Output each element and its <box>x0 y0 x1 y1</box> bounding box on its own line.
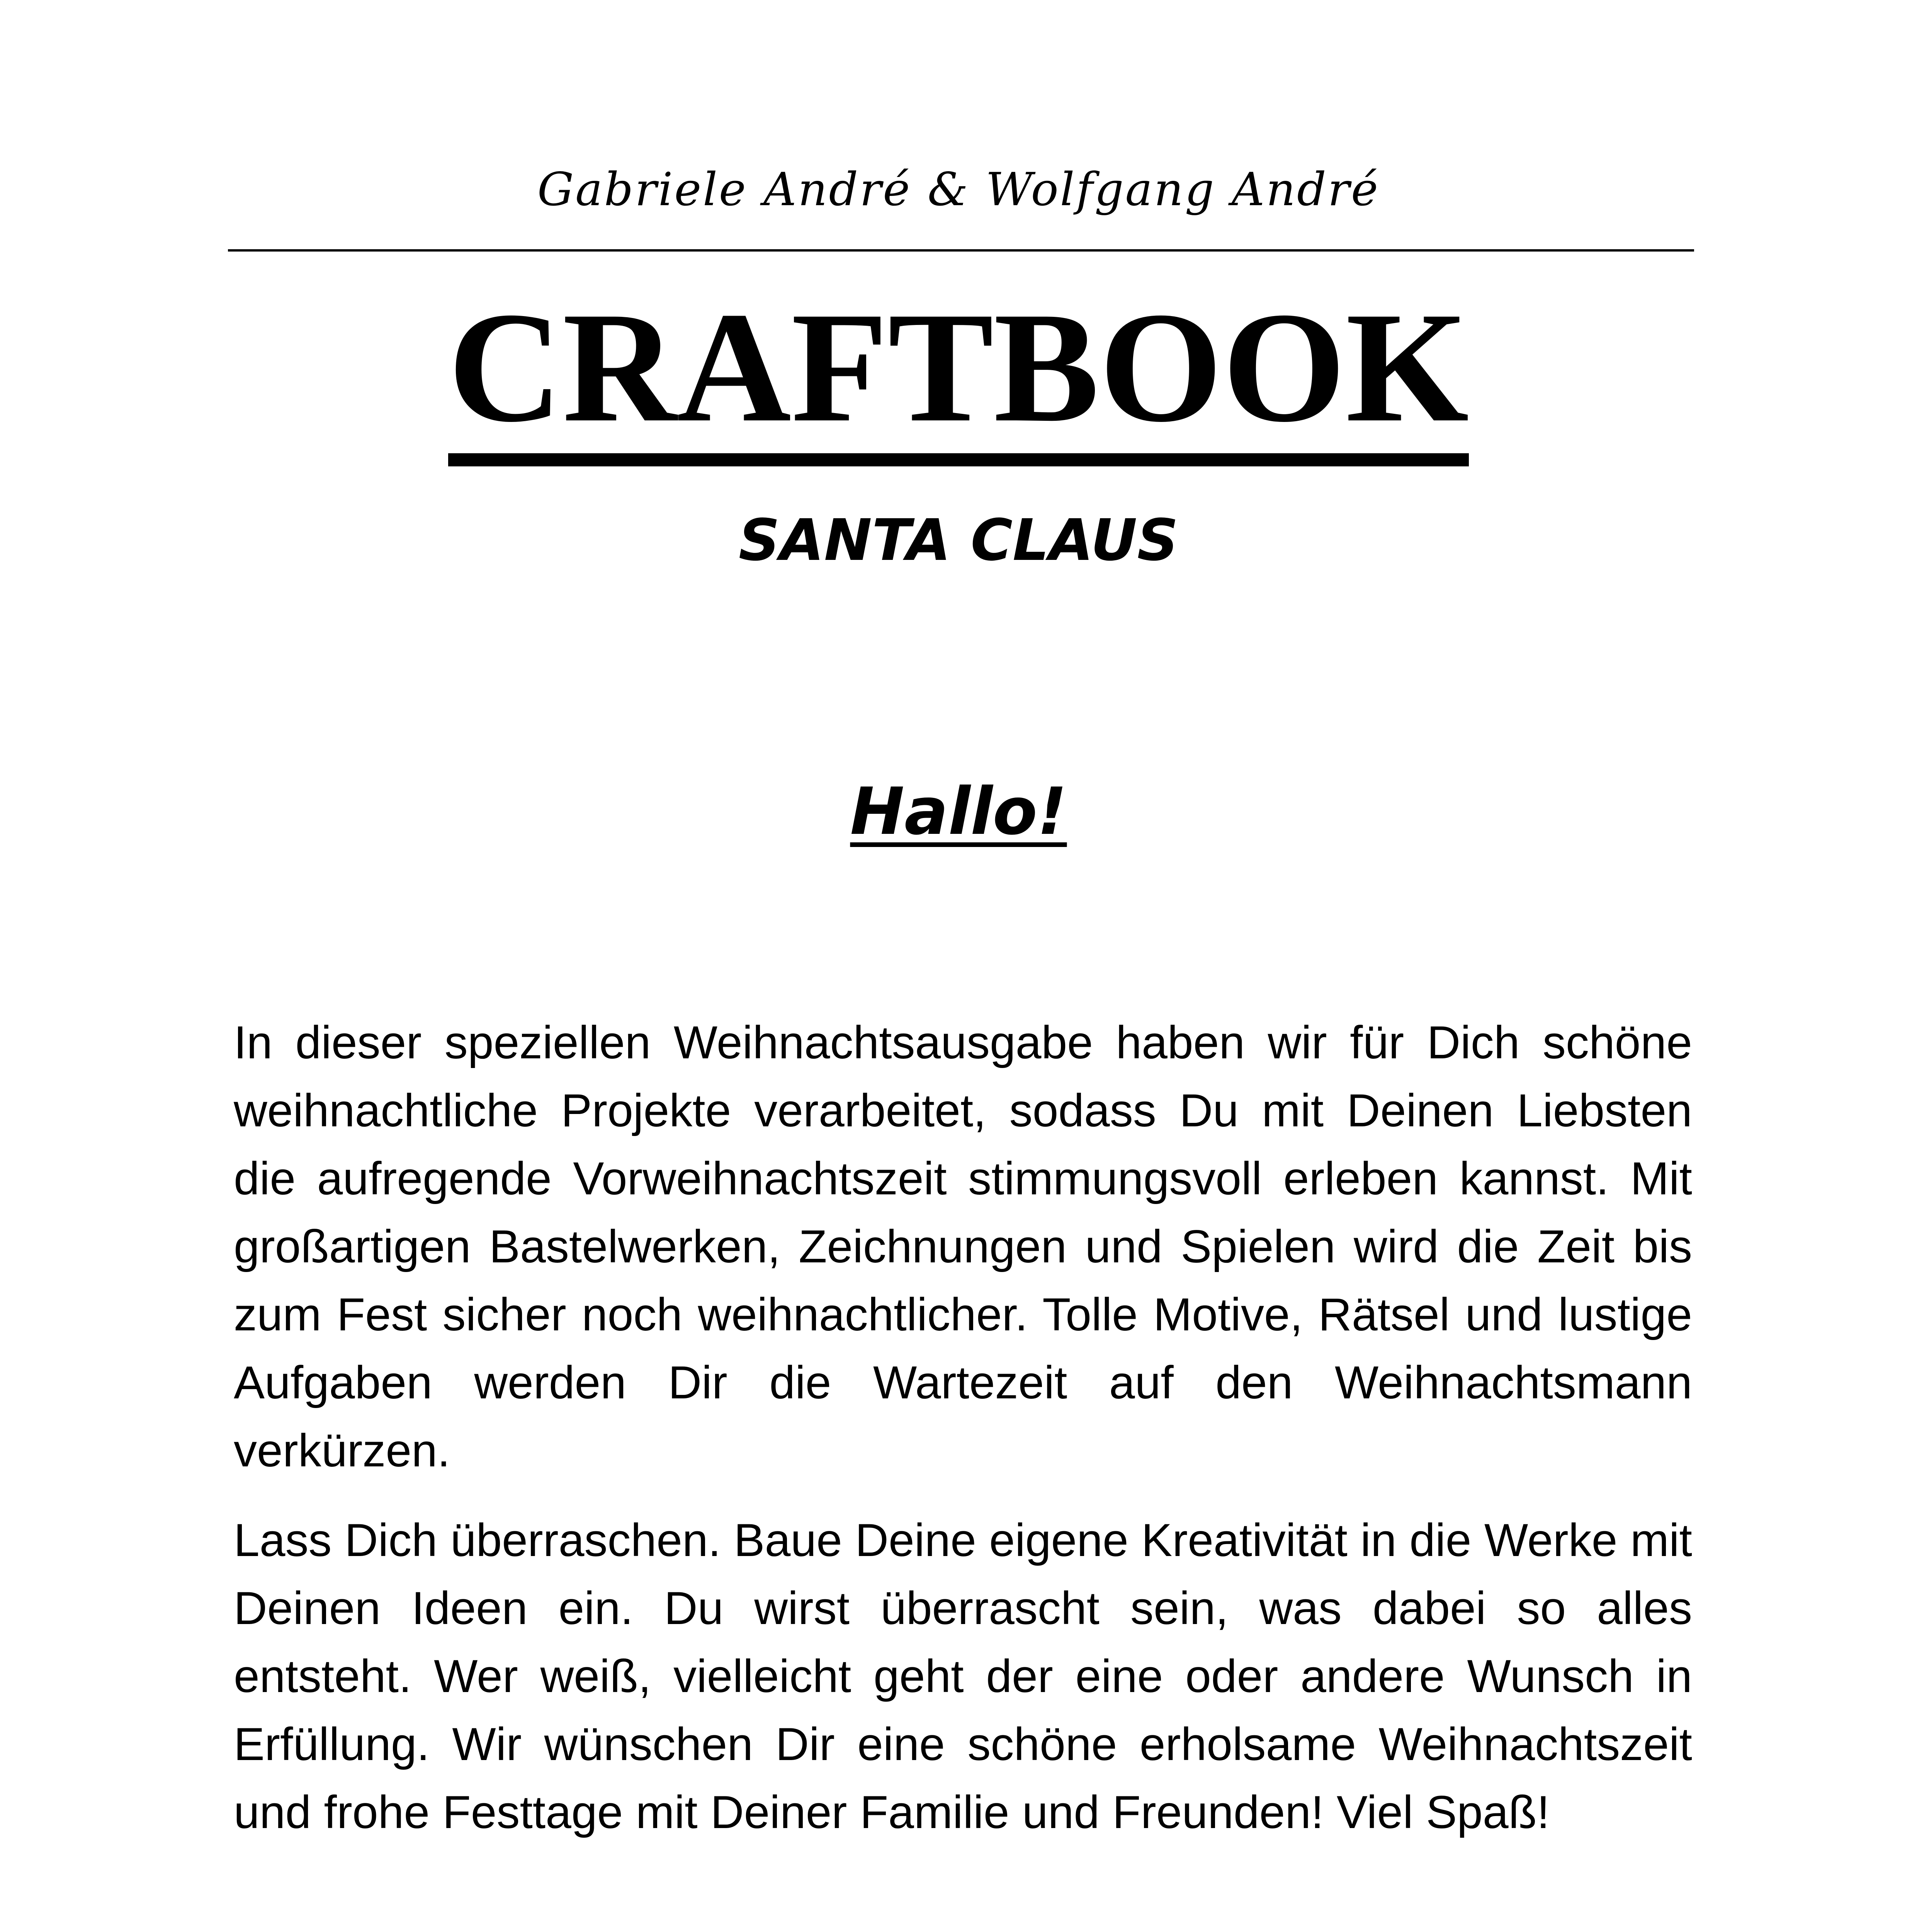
header-rule <box>228 249 1694 252</box>
book-title: CRAFTBOOK <box>448 288 1469 466</box>
greeting-heading <box>0 773 1917 851</box>
greeting-text: Hallo! <box>850 774 1067 849</box>
paragraph-2: Lass Dich überraschen. Baue Deine eigene Kreativität in die Werke mit Deinen Ideen ein. Du wirst überrascht sein, was dabei so alles entsteht. Wer weiß, vielleicht geht der eine oder andere Wunsch in Erfüllung. Wir wünschen Dir eine schöne erholsame Weihnachtszeit und frohe Festtage mit Deiner Familie und Freunden! Viel Spaß! <box>234 1514 1692 1838</box>
author-line: Gabriele André & Wolfgang André <box>537 163 1380 216</box>
book-subtitle: SANTA CLAUS <box>738 507 1179 573</box>
paragraph-1: In dieser speziellen Weihnachtsausgabe haben wir für Dich schöne weihnachtliche Projekte verarbeitet, sodass Du mit Deinen Liebsten die aufregende Vorweihnachtszeit stimmungsvoll erleben kannst. Mit großartigen Bastelwerken, Zeichnungen und Spielen wird die Zeit bis zum Fest sicher noch weihnachtlicher. Tolle Motive, Rätsel und lustige Aufgaben werden Dir die Wartezeit auf den Weihnachtsmann verkürzen. <box>234 1017 1692 1476</box>
body-text <box>234 1009 1692 1868</box>
title-block <box>0 279 1917 466</box>
